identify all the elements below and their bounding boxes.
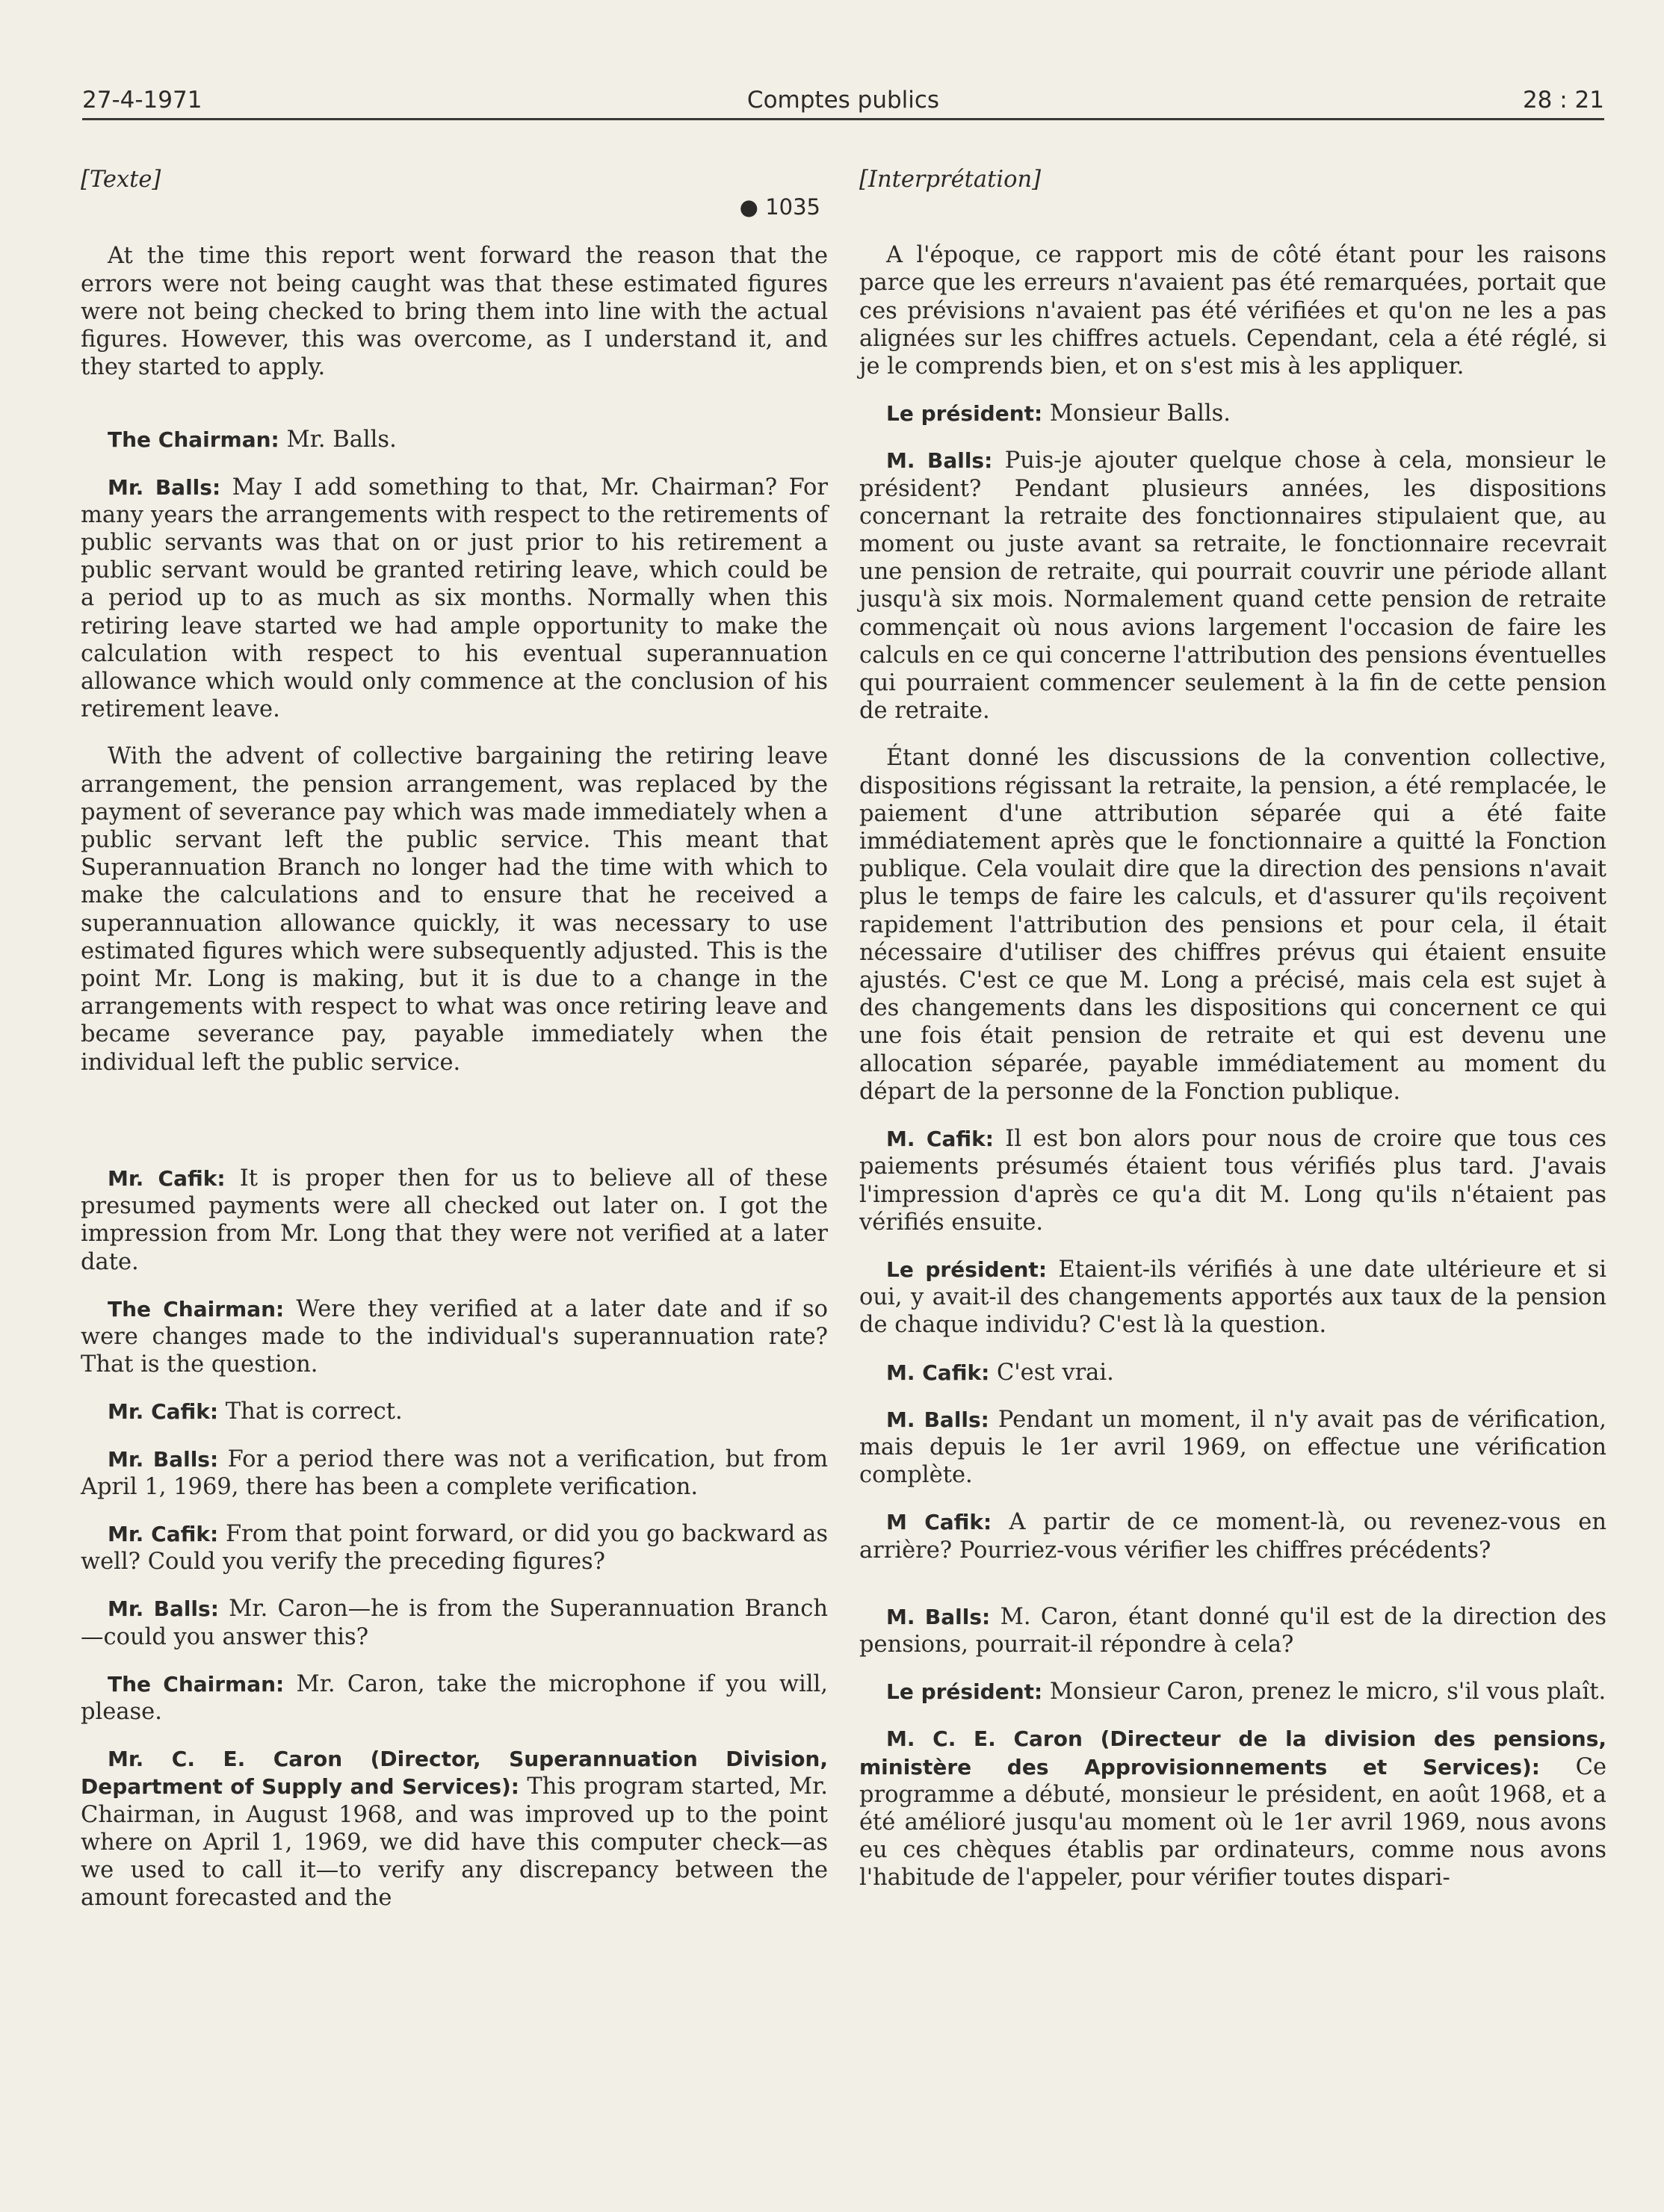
paragraph: M. Balls: Puis-je ajouter quelque chose à cela, monsieur le président? Pendant plusieurs années, les dispositions concernant la retraite des fonctionnaires stipulaient que, au moment ou juste avant sa retraite, le fonctionnaire recevrait une pension de retraite, qui pourrait couvrir une période allant jusqu'à six mois. Normalement quand cette pension de retraite commençait où nous avions largement l'occasion de faire les calculs en ce qui concerne l'attribution des pensions éventuelles qui pourraient commencer seulement à la fin de cette pension de retraite.	[859, 447, 1606, 725]
paragraph: Mr. Cafik: It is proper then for us to believe all of these presumed payments were all checked out later on. I got the impression from Mr. Long that they were not verified at a later date.	[81, 1165, 828, 1275]
paragraph: The Chairman: Mr. Balls.	[108, 427, 397, 453]
speaker-name: Mr. Balls:	[108, 1446, 219, 1472]
section-label-french: [Interprétation]	[859, 167, 1041, 193]
running-header	[82, 81, 1604, 120]
speaker-name: Mr. Balls:	[108, 1596, 219, 1622]
paragraph: Étant donné les discussions de la convention collective, dispositions régissant la retraite, la pension, a été remplacée, le paiement d'une attribution séparée qui a été faite immédiatement après que le fonctionnaire a quitté la Fonction publique. Cela voulait dire que la direction des pensions n'avait plus le temps de faire les calculs, et d'assurer qu'ils reçoivent rapidement l'attribution des pensions et pour cela, il était nécessaire d'utiliser des chiffres prévus qui étaient ensuite ajustés. C'est ce que M. Long a précisé, mais cela est sujet à des changements dans les dispositions qui concernent ce qui une fois était pension de retraite et qui est devenu une allocation séparée, payable immédiatement au moment du départ de la personne de la Fonction publique.	[859, 745, 1606, 1105]
paragraph: Mr. Cafik: That is correct.	[108, 1398, 403, 1425]
paragraph: At the time this report went forward the reason that the errors were not being caught was that these estimated figures were not being checked to bring them into line with the actual figures. However, this was overcome, as I understand it, and they started to apply.	[81, 243, 828, 381]
paragraph: Mr. Cafik: From that point forward, or did you go backward as well? Could you verify the preceding figures?	[81, 1520, 828, 1576]
speaker-name: M. Balls:	[886, 1407, 989, 1432]
speaker-name: M Cafik:	[886, 1510, 992, 1535]
paragraph: Mr. Balls: May I add something to that, Mr. Chairman? For many years the arrangements with respect to the retirements of public servants was that on or just prior to his retirement a public servant would be granted retiring leave, which could be a period up to as much as six months. Normally when this retiring leave started we had ample opportunity to make the calculation with respect to his eventual superannuation allowance which would only commence at the conclusion of his retirement leave.	[81, 474, 828, 723]
english-column	[81, 166, 828, 1931]
paragraph: With the advent of collective bargaining the retiring leave arrangement, the pension arrangement, was replaced by the payment of severance pay which was made immediately when a public servant left the public service. This meant that Superannuation Branch no longer had the time with which to make the calculations and to ensure that he received a superannuation allowance quickly, it was necessary to use estimated figures which were subsequently adjusted. This is the point Mr. Long is making, but it is due to a change in the arrangements with respect to what was once retiring leave and became severance pay, payable immediately when the individual left the public service.	[81, 743, 828, 1076]
speaker-name: Mr. Cafik:	[108, 1399, 219, 1425]
speaker-name: Mr. C. E. Caron (Director, Superannuation Division, Department of Supply and Services):	[81, 1747, 828, 1800]
paragraph: Mr. Balls: For a period there was not a verification, but from April 1, 1969, there has been a complete verification.	[81, 1446, 829, 1500]
paragraph: A l'époque, ce rapport mis de côté étant pour les raisons parce que les erreurs n'avaient pas été remarquées, portait que ces prévisions n'avaient pas été vérifiées et qu'on ne les a pas alignées sur les chiffres actuels. Cependant, cela a été réglé, si je le comprends bien, et on s'est mis à les appliquer.	[859, 242, 1606, 380]
speaker-name: Mr. Cafik:	[108, 1521, 219, 1546]
header-date: 27-4-1971	[82, 87, 202, 114]
paragraph: Le président: Monsieur Balls.	[886, 400, 1231, 427]
speaker-name: The Chairman:	[108, 427, 279, 453]
paragraph: M. Cafik: C'est vrai.	[886, 1359, 1114, 1386]
paragraph: Le président: Etaient-ils vérifiés à une date ultérieure et si oui, y avait-il des changements apportés aux taux de la pension de chaque individu? C'est là la question.	[859, 1256, 1607, 1339]
paragraph: M. Balls: M. Caron, étant donné qu'il est de la direction des pensions, pourrait-il répondre à cela?	[859, 1603, 1606, 1658]
speaker-name: Le président:	[886, 1679, 1043, 1705]
speaker-name: Mr. Balls:	[108, 474, 221, 500]
paragraph: Mr. Balls: Mr. Caron—he is from the Superannuation Branch—could you answer this?	[81, 1596, 828, 1650]
paragraph: Le président: Monsieur Caron, prenez le micro, s'il vous plaît.	[886, 1679, 1606, 1706]
paragraph: The Chairman: Were they verified at a later date and if so were changes made to the individual's superannuation rate? That is the question.	[81, 1295, 828, 1378]
speaker-name: Le président:	[886, 401, 1043, 427]
speaker-name: M. Balls:	[886, 448, 993, 474]
speaker-name: Mr. Cafik:	[108, 1165, 226, 1191]
speaker-name: The Chairman:	[108, 1296, 285, 1322]
paragraph: M. C. E. Caron (Directeur de la division des pensions, ministère des Approvisionnements et Services): Ce programme a débuté, monsieur le président, en août 1968, et a été amélioré jusqu'au moment où le 1er avril 1969, nous avons eu ces chèques établis par ordinateurs, comme nous avons l'habitude de l'appeler, pour vérifier toutes dispari-	[859, 1726, 1606, 1892]
speaker-name: The Chairman:	[108, 1671, 285, 1697]
paragraph: M. Balls: Pendant un moment, il n'y avait pas de vérification, mais depuis le 1er avril 1969, on effectue une vérification complète.	[859, 1406, 1607, 1489]
speaker-name: Le président:	[886, 1257, 1048, 1282]
speaker-name: M. C. E. Caron (Directeur de la division des pensions, ministère des Approvisionnements et Services):	[859, 1726, 1606, 1779]
header-page-number: 28 : 21	[1522, 87, 1604, 114]
speaker-name: M. Cafik:	[886, 1127, 994, 1152]
speaker-name: M. Cafik:	[886, 1360, 990, 1385]
speaker-name: M. Balls:	[886, 1604, 991, 1629]
paragraph: M Cafik: A partir de ce moment-là, ou revenez-vous en arrière? Pourriez-vous vérifier les chiffres précédents?	[859, 1509, 1606, 1564]
paragraph: Mr. C. E. Caron (Director, Superannuation Division, Department of Supply and Services): This program started, Mr. Chairman, in August 1968, and was improved up to the point where on April 1, 1969, we did have this computer check—as we used to call it—to verify any discrepancy between the amount forecasted and the	[81, 1747, 828, 1912]
section-label-english: [Texte]	[81, 167, 161, 193]
french-column	[859, 166, 1606, 1912]
time-marker: ● 1035	[739, 194, 820, 220]
paragraph: M. Cafik: Il est bon alors pour nous de croire que tous ces paiements présumés étaient tous vérifiés plus tard. J'avais l'impression d'après ce qu'a dit M. Long qu'ils n'étaient pas vérifiés ensuite.	[859, 1126, 1607, 1236]
paragraph: The Chairman: Mr. Caron, take the microphone if you will, please.	[81, 1670, 828, 1725]
header-title: Comptes publics	[746, 87, 940, 114]
